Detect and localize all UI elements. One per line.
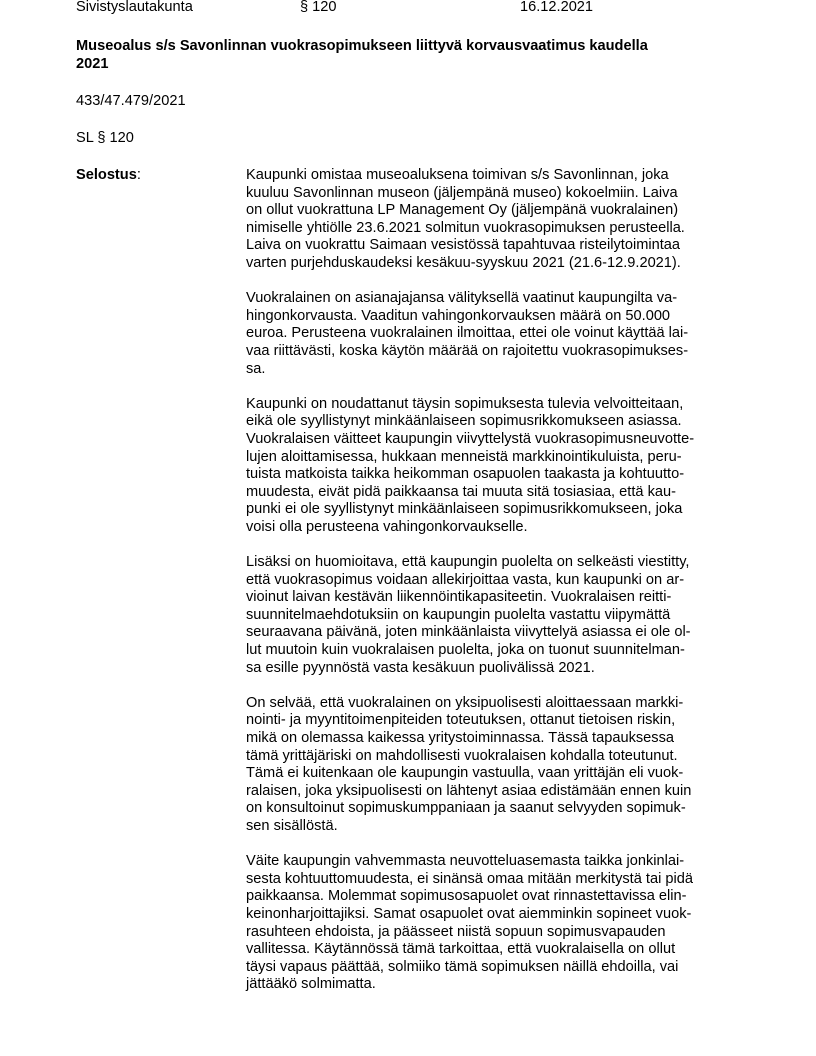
- selostus-label-text: Selostus: [76, 167, 137, 183]
- body-paragraph-6: Väite kaupungin vahvemmasta neuvotteluasemasta taikka jonkinlai- sesta kohtuuttomuudesta, ei sinänsä omaa mitään merkitystä tai pidä paikkaansa. Molemmat sopimusosapuolet ovat rinnastettavissa elin- keinonharjoittajiksi. Samat osapuolet ovat aiemminkin sopineet vuok- rasuhteen ehdoista, ja päässeet niistä sopuun sopimusvapauden vallitessa. Käytännössä tämä tarkoittaa, että vuokralaisella on ollut täysi vapaus päättää, solmiiko tämä sopimuksen näillä ehdoilla, vai jättääkö solmimatta.: [246, 853, 693, 993]
- body-paragraph-5: On selvää, että vuokralainen on yksipuolisesti aloittaessaan markki- nointi- ja myyntitoimenpiteiden toteutuksen, ottanut tietoisen riskin, mikä on olemassa kaikessa yritystoiminnassa. Tässä tapauksessa tämä yrittäjäriski on mahdollisesti vuokralaisen kohdalla toteutunut. Tämä ei kuitenkaan ole kaupungin vastuulla, vaan yrittäjän eli vuok- ralaisen, joka yksipuolisesti on lähtenyt asiaa edistämään ennen kuin on konsultoinut sopimuskumppaniaan ja saanut selvyyden sopimuk- sen sisällöstä.: [246, 694, 692, 834]
- body-paragraph-3: Kaupunki on noudattanut täysin sopimuksesta tulevia velvoitteitaan, eikä ole syyllistynyt minkäänlaiseen sopimusrikkomukseen asiassa. Vuokralaisen väitteet kaupungin viivyttelystä vuokrasopimusneuvotte- lujen aloittamisessa, hukkaan menneistä markkinointikuluista, peru- tuista matkoista taikka heikomman osapuolen taakasta ja kohtuutto- muudesta, eivät pidä paikkaansa tai muuta sitä tosiasiaa, että kau- punki ei ole syyllistynyt minkäänlaiseen sopimusrikkomukseen, joka voisi olla perusteena vahingonkorvaukselle.: [246, 395, 695, 535]
- header-organ: Sivistyslautakunta: [76, 0, 193, 15]
- header-section: § 120: [300, 0, 337, 15]
- body-paragraph-2: Vuokralainen on asianajajansa välityksellä vaatinut kaupungilta va- hingonkorvausta. Vaaditun vahingonkorvauksen määrä on 50.000 euroa. Perusteena vuokralainen ilmoittaa, ettei ole voinut käyttää lai- vaa riittävästi, koska käytön määrää on rajoitettu vuokrasopimukses- sa.: [246, 290, 689, 377]
- body-paragraph-4: Lisäksi on huomioitava, että kaupungin puolelta on selkeästi viestitty, että vuokrasopimus voidaan allekirjoittaa vasta, kun kaupunki on ar- vioinut laivan kestävän liikennöintikapasiteetin. Vuokralaisen reitti- suunnitelmaehdotuksiin on kaupungin puolelta vastattu viipymättä seuraavana päivänä, joten minkäänlaista viivyttelyä asiassa ei ole ol- lut muutoin kuin vuokralaisen puolelta, joka on tuonut suunnitelman- sa esille pyynnöstä vasta kesäkuun puolivälissä 2021.: [246, 554, 691, 676]
- selostus-body: [246, 167, 736, 1012]
- page-header: [76, 0, 776, 17]
- section-reference: SL § 120: [76, 130, 134, 146]
- document-title: Museoalus s/s Savonlinnan vuokrasopimukseen liittyvä korvausvaatimus kaudella 2021: [76, 38, 648, 72]
- selostus-label: [76, 167, 141, 185]
- body-paragraph-1: Kaupunki omistaa museoaluksena toimivan s/s Savonlinnan, joka kuuluu Savonlinnan museon (jäljempänä museo) kokoelmiin. Laiva on ollut vuokrattuna LP Management Oy (jäljempänä vuokralainen) nimiselle yhtiölle 23.6.2021 solmitun vuokrasopimuksen perusteella. Laiva on vuokrattu Saimaan vesistössä tapahtuvaa risteilytoimintaa varten purjehduskaudeksi kesäkuu-syyskuu 2021 (21.6-12.9.2021).: [246, 167, 685, 271]
- diary-number: 433/47.479/2021: [76, 93, 186, 109]
- header-date: 16.12.2021: [520, 0, 594, 15]
- selostus-label-colon: :: [136, 167, 141, 183]
